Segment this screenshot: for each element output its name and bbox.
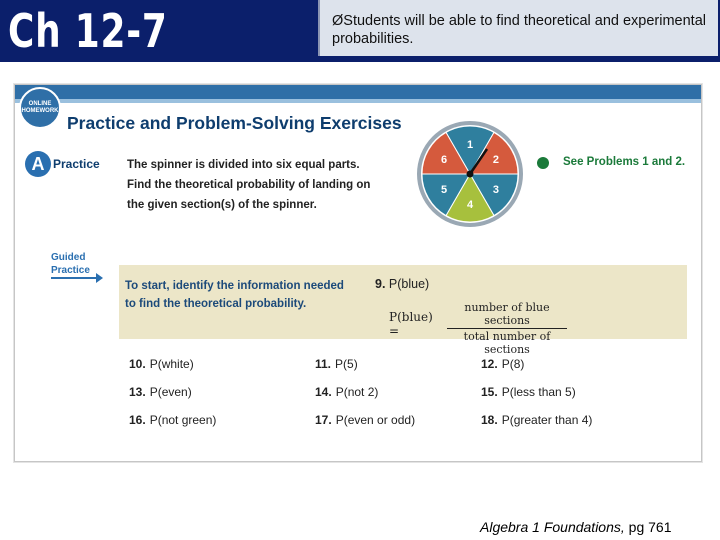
spinner-label-3: 3 <box>492 184 500 196</box>
guided-text: To start, identify the information needed to find the theoretical probability. <box>125 280 344 310</box>
spinner-label-5: 5 <box>440 184 448 196</box>
practice-label: Practice <box>53 157 100 171</box>
exercise-item: 12. P(8) <box>481 357 525 371</box>
page-top-bar <box>15 85 701 99</box>
slide-title: Ch 12-7 <box>8 4 168 58</box>
page-top-bar-accent <box>15 99 701 103</box>
section-title: Practice and Problem-Solving Exercises <box>67 113 402 133</box>
example-number: 9. <box>375 277 386 291</box>
instructions-text: The spinner is divided into six equal parts. Find the theoretical probability of landing on the given section(s) of the spinner. <box>127 159 371 211</box>
exercise-item: 15. P(less than 5) <box>481 385 576 399</box>
guided-practice-box <box>119 265 687 356</box>
exercise-item: 14. P(not 2) <box>315 385 379 399</box>
example-expression: P(blue) <box>388 277 430 291</box>
formula-lhs: P(blue) = <box>389 310 433 338</box>
exercise-item: 13. P(even) <box>129 385 192 399</box>
see-problems-icon <box>537 157 549 169</box>
textbook-page <box>14 84 702 462</box>
exercise-item: 17. P(even or odd) <box>315 413 416 427</box>
see-problems-link[interactable]: See Problems 1 and 2. <box>563 156 686 168</box>
slide-header <box>0 0 720 62</box>
footer-citation <box>480 519 671 535</box>
spinner-label-6: 6 <box>440 154 448 166</box>
footer-page: pg 761 <box>624 519 672 535</box>
spinner-label-4: 4 <box>466 199 474 211</box>
spinner-hub <box>467 171 474 178</box>
exercise-item: 11. P(5) <box>315 357 358 371</box>
spinner-label-2: 2 <box>492 154 500 166</box>
spinner-label-1: 1 <box>466 139 474 151</box>
guided-practice-label: Guided Practice <box>51 252 90 276</box>
exercise-item: 16. P(not green) <box>129 413 217 427</box>
formula-denominator: total number of sections <box>463 330 551 356</box>
example-9 <box>375 277 429 291</box>
exercise-item: 18. P(greater than 4) <box>481 413 593 427</box>
formula-numerator: number of blue sections <box>447 301 567 329</box>
footer-book: Algebra 1 Foundations, <box>480 519 625 535</box>
formula-fraction <box>447 301 567 356</box>
practice-a-marker: A <box>25 151 51 177</box>
objective-box <box>318 0 718 56</box>
exercise-item: 10. P(white) <box>129 357 194 371</box>
objective-text: ØStudents will be able to find theoretical and experimental probabilities. <box>332 13 706 47</box>
spinner-figure <box>415 119 525 229</box>
online-homework-badge: ONLINE HOMEWORK <box>19 87 61 129</box>
guided-practice-arrow-icon <box>51 277 101 279</box>
